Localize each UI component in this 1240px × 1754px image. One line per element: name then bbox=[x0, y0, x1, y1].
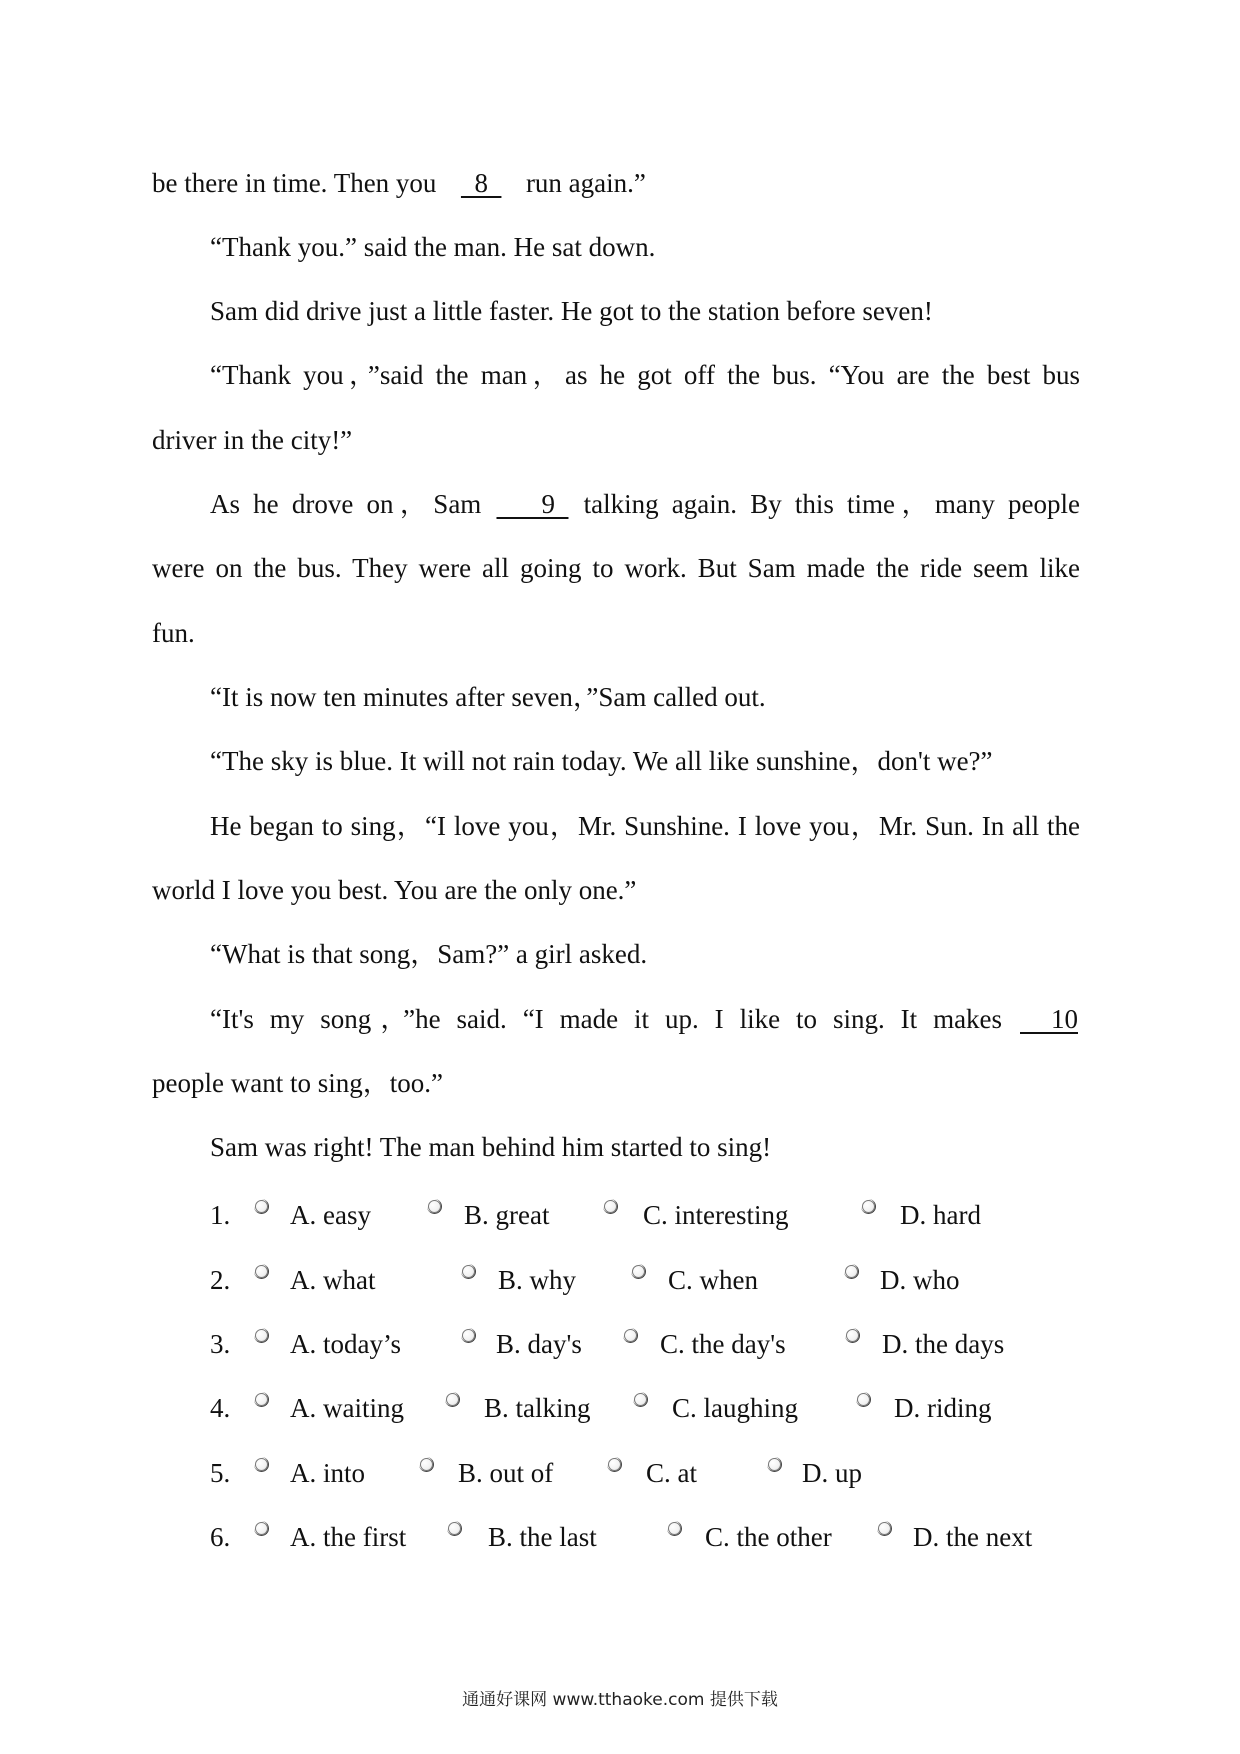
passage-line: Sam was right! The man behind him started to sing! bbox=[210, 1132, 772, 1162]
passage-text: “It's my song，”he said. “I made it up. I like to sing. It makes bbox=[210, 1004, 1018, 1034]
radio-button-4d[interactable] bbox=[857, 1393, 870, 1406]
passage-line: “It is now ten minutes after seven，”Sam called out. bbox=[210, 682, 766, 712]
passage-line: Sam did drive just a little faster. He got to the station before seven! bbox=[210, 296, 933, 326]
question-number: 3. bbox=[210, 1329, 231, 1359]
radio-button-2b[interactable] bbox=[462, 1265, 475, 1278]
radio-button-1a[interactable] bbox=[255, 1200, 268, 1213]
option-label-1a[interactable]: A. easy bbox=[290, 1200, 371, 1230]
option-label-4c[interactable]: C. laughing bbox=[672, 1393, 798, 1423]
passage-line: people want to sing，too.” bbox=[152, 1068, 443, 1098]
radio-button-5a[interactable] bbox=[255, 1458, 268, 1471]
radio-button-6a[interactable] bbox=[255, 1522, 268, 1535]
passage-text: As he drove on，Sam bbox=[210, 489, 495, 519]
option-label-2d[interactable]: D. who bbox=[880, 1265, 960, 1295]
option-label-5a[interactable]: A. into bbox=[290, 1458, 366, 1488]
passage-text: talking again. By this time，many people bbox=[570, 489, 1081, 519]
radio-button-1d[interactable] bbox=[862, 1200, 875, 1213]
question-number: 5. bbox=[210, 1458, 231, 1488]
radio-button-4a[interactable] bbox=[255, 1393, 268, 1406]
option-label-4b[interactable]: B. talking bbox=[484, 1393, 591, 1423]
option-label-2b[interactable]: B. why bbox=[498, 1265, 577, 1295]
option-label-4a[interactable]: A. waiting bbox=[290, 1393, 404, 1423]
question-number: 6. bbox=[210, 1522, 231, 1552]
option-label-1c[interactable]: C. interesting bbox=[643, 1200, 789, 1230]
option-label-6c[interactable]: C. the other bbox=[705, 1522, 832, 1552]
question-5 bbox=[0, 1456, 1240, 1490]
option-label-6b[interactable]: B. the last bbox=[488, 1522, 597, 1552]
question-2 bbox=[0, 1263, 1240, 1297]
question-6 bbox=[0, 1520, 1240, 1554]
radio-button-6d[interactable] bbox=[878, 1522, 891, 1535]
passage-line bbox=[210, 487, 1080, 521]
question-number: 2. bbox=[210, 1265, 231, 1295]
page-footer: 通通好课网 www.tthaoke.com 提供下载 bbox=[462, 1690, 778, 1710]
question-1 bbox=[0, 1198, 1240, 1232]
option-label-3a[interactable]: A. today’s bbox=[290, 1329, 401, 1359]
question-3 bbox=[0, 1327, 1240, 1361]
radio-button-2c[interactable] bbox=[632, 1265, 645, 1278]
question-number: 4. bbox=[210, 1393, 231, 1423]
passage-line: “Thank you.” said the man. He sat down. bbox=[210, 232, 656, 262]
radio-button-3c[interactable] bbox=[624, 1329, 637, 1342]
radio-button-5b[interactable] bbox=[420, 1458, 433, 1471]
radio-button-2d[interactable] bbox=[845, 1265, 858, 1278]
radio-button-4c[interactable] bbox=[634, 1393, 647, 1406]
passage-line bbox=[152, 166, 646, 200]
passage-line: world I love you best. You are the only one.” bbox=[152, 875, 637, 905]
passage-line: “The sky is blue. It will not rain today. We all like sunshine，don't we?” bbox=[210, 746, 993, 776]
radio-button-3a[interactable] bbox=[255, 1329, 268, 1342]
radio-button-6c[interactable] bbox=[668, 1522, 681, 1535]
passage-line: driver in the city!” bbox=[152, 425, 353, 455]
option-label-1d[interactable]: D. hard bbox=[900, 1200, 981, 1230]
option-label-3d[interactable]: D. the days bbox=[882, 1329, 1005, 1359]
option-label-6d[interactable]: D. the next bbox=[913, 1522, 1033, 1552]
option-label-5c[interactable]: C. at bbox=[646, 1458, 697, 1488]
question-number: 1. bbox=[210, 1200, 231, 1230]
radio-button-6b[interactable] bbox=[448, 1522, 461, 1535]
answer-blank-10: 10 bbox=[1020, 1004, 1078, 1034]
passage-line: were on the bus. They were all going to work. But Sam made the ride seem like bbox=[152, 553, 1080, 583]
passage-line: He began to sing，“I love you，Mr. Sunshine. I love you，Mr. Sun. In all the bbox=[210, 811, 1080, 841]
answer-blank-9: 9 bbox=[496, 489, 569, 519]
option-label-6a[interactable]: A. the first bbox=[290, 1522, 407, 1552]
passage-text: run again.” bbox=[519, 168, 646, 198]
passage-text: be there in time. Then you bbox=[152, 168, 444, 198]
radio-button-5d[interactable] bbox=[768, 1458, 781, 1471]
option-label-3c[interactable]: C. the day's bbox=[660, 1329, 786, 1359]
option-label-4d[interactable]: D. riding bbox=[894, 1393, 992, 1423]
option-label-2c[interactable]: C. when bbox=[668, 1265, 758, 1295]
radio-button-2a[interactable] bbox=[255, 1265, 268, 1278]
option-label-3b[interactable]: B. day's bbox=[496, 1329, 582, 1359]
option-label-5b[interactable]: B. out of bbox=[458, 1458, 554, 1488]
radio-button-5c[interactable] bbox=[608, 1458, 621, 1471]
radio-button-1b[interactable] bbox=[428, 1200, 441, 1213]
passage-line: “Thank you，”said the man，as he got off the bus. “You are the best bus bbox=[210, 360, 1080, 390]
option-label-2a[interactable]: A. what bbox=[290, 1265, 376, 1295]
radio-button-1c[interactable] bbox=[604, 1200, 617, 1213]
radio-button-3b[interactable] bbox=[462, 1329, 475, 1342]
question-4 bbox=[0, 1391, 1240, 1425]
radio-button-3d[interactable] bbox=[846, 1329, 859, 1342]
passage-line: “What is that song，Sam?” a girl asked. bbox=[210, 939, 648, 969]
passage-line bbox=[210, 1002, 1080, 1036]
option-label-1b[interactable]: B. great bbox=[464, 1200, 550, 1230]
radio-button-4b[interactable] bbox=[446, 1393, 459, 1406]
passage-line: fun. bbox=[152, 618, 195, 648]
option-label-5d[interactable]: D. up bbox=[802, 1458, 862, 1488]
answer-blank-8: 8 bbox=[460, 168, 502, 198]
